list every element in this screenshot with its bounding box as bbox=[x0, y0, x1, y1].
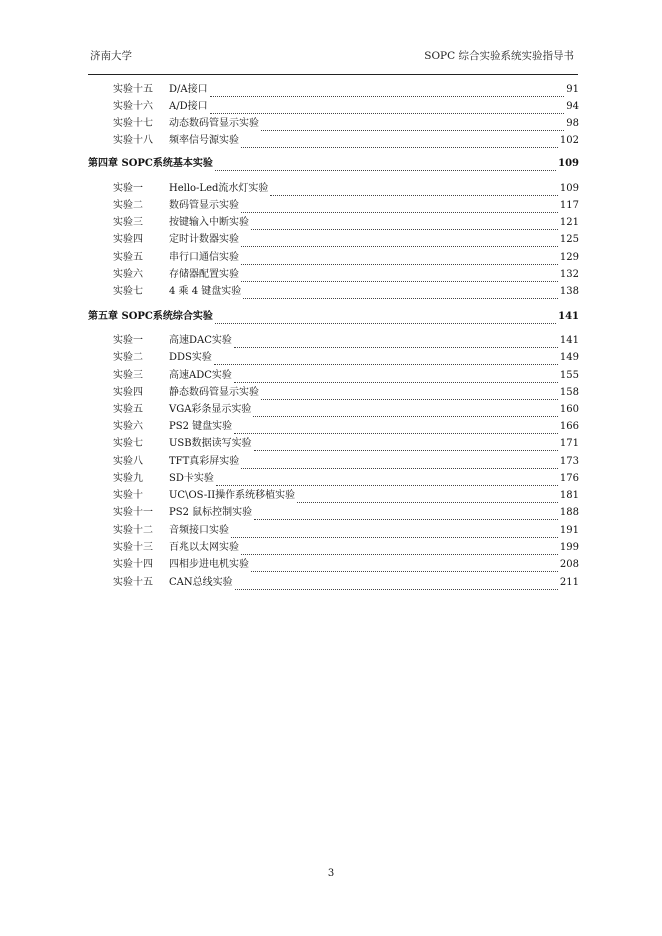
toc-page-number: 102 bbox=[559, 135, 579, 146]
dot-leader bbox=[215, 162, 556, 171]
toc-entry-title: 高速ADC实验 bbox=[169, 370, 232, 381]
toc-page-number: 155 bbox=[559, 370, 579, 381]
toc-entry-title: PS2 鼠标控制实验 bbox=[169, 507, 253, 518]
toc-entry-row[interactable] bbox=[113, 506, 579, 520]
dot-leader bbox=[253, 408, 557, 417]
toc-entry-row[interactable] bbox=[113, 134, 579, 148]
toc-entry-row[interactable] bbox=[113, 369, 579, 383]
toc-page-number: 125 bbox=[559, 234, 579, 245]
toc-entry-number: 实验十七 bbox=[113, 118, 153, 129]
toc-chapter-title: 第五章 SOPC系统综合实验 bbox=[88, 311, 213, 322]
toc-entry-row[interactable] bbox=[113, 334, 579, 348]
toc-entry-number: 实验十八 bbox=[113, 135, 153, 146]
toc-page-number: 141 bbox=[559, 335, 579, 346]
dot-leader bbox=[234, 339, 558, 348]
dot-leader bbox=[215, 315, 556, 324]
toc-page-number: 199 bbox=[559, 542, 579, 553]
toc-entry-title: 频率信号源实验 bbox=[169, 135, 239, 146]
toc-entry-number: 实验五 bbox=[113, 252, 143, 263]
toc-entry-title: TFT真彩屏实验 bbox=[169, 456, 240, 467]
dot-leader bbox=[231, 529, 558, 538]
toc-entry-row[interactable] bbox=[113, 351, 579, 365]
toc-entry-row[interactable] bbox=[113, 403, 579, 417]
toc-entry-number: 实验二 bbox=[113, 352, 143, 363]
toc-entry-number: 实验三 bbox=[113, 370, 143, 381]
toc-page-number: 109 bbox=[559, 183, 579, 194]
toc-entry-number: 实验十一 bbox=[113, 507, 153, 518]
toc-entry-number: 实验九 bbox=[113, 473, 143, 484]
dot-leader bbox=[241, 139, 558, 148]
toc-entry-title: USB数据读写实验 bbox=[169, 438, 252, 449]
toc-entry-row[interactable] bbox=[113, 216, 579, 230]
toc-entry-title: 4 乘 4 键盘实验 bbox=[169, 286, 242, 297]
toc-chapter-row[interactable] bbox=[88, 157, 579, 171]
toc-page-number: 188 bbox=[559, 507, 579, 518]
toc-entry-number: 实验五 bbox=[113, 404, 143, 415]
dot-leader bbox=[214, 356, 558, 365]
toc-page-number: 149 bbox=[559, 352, 579, 363]
toc-entry-row[interactable] bbox=[113, 251, 579, 265]
toc-page-number: 129 bbox=[559, 252, 579, 263]
toc-entry-title: 串行口通信实验 bbox=[169, 252, 239, 263]
toc-entry-number: 实验六 bbox=[113, 269, 143, 280]
page-header bbox=[88, 44, 578, 64]
toc-page-number: 173 bbox=[559, 456, 579, 467]
toc-entry-row[interactable] bbox=[113, 83, 579, 97]
dot-leader bbox=[241, 546, 558, 555]
toc-entry-number: 实验十三 bbox=[113, 542, 153, 553]
toc-entry-title: PS2 键盘实验 bbox=[169, 421, 233, 432]
toc-page-number: 181 bbox=[559, 490, 579, 501]
dot-leader bbox=[241, 238, 558, 247]
toc-entry-number: 实验十四 bbox=[113, 559, 153, 570]
toc-page-number: 166 bbox=[559, 421, 579, 432]
toc-entry-title: Hello-Led流水灯实验 bbox=[169, 183, 269, 194]
dot-leader bbox=[251, 221, 558, 230]
toc-entry-title: D/A接口 bbox=[169, 84, 208, 95]
toc-page-number: 109 bbox=[558, 158, 579, 169]
dot-leader bbox=[261, 391, 558, 400]
dot-leader bbox=[241, 204, 558, 213]
toc-entry-number: 实验十二 bbox=[113, 525, 153, 536]
toc-page-number: 117 bbox=[559, 200, 579, 211]
toc-entry-title: 四相步进电机实验 bbox=[169, 559, 249, 570]
toc-entry-title: 静态数码管显示实验 bbox=[169, 387, 259, 398]
toc-page-number: 132 bbox=[559, 269, 579, 280]
toc-page-number: 121 bbox=[559, 217, 579, 228]
toc-entry-title: DDS实验 bbox=[169, 352, 212, 363]
toc-entry-number: 实验七 bbox=[113, 286, 143, 297]
toc-entry-title: CAN总线实验 bbox=[169, 577, 233, 588]
toc-entry-title: 存储器配置实验 bbox=[169, 269, 239, 280]
toc-entry-row[interactable] bbox=[113, 268, 579, 282]
toc-entry-title: SD卡实验 bbox=[169, 473, 214, 484]
toc-entry-row[interactable] bbox=[113, 117, 579, 131]
toc-entry-number: 实验二 bbox=[113, 200, 143, 211]
dot-leader bbox=[234, 425, 558, 434]
dot-leader bbox=[254, 442, 558, 451]
toc-chapter-row[interactable] bbox=[88, 310, 579, 324]
toc-page-number: 211 bbox=[559, 577, 579, 588]
toc-entry-title: 百兆以太网实验 bbox=[169, 542, 239, 553]
header-university: 济南大学 bbox=[90, 50, 132, 62]
toc-entry-title: 按键输入中断实验 bbox=[169, 217, 249, 228]
toc-entry-title: A/D接口 bbox=[169, 101, 208, 112]
toc-entry-row[interactable] bbox=[113, 199, 579, 213]
toc-page-number: 176 bbox=[559, 473, 579, 484]
toc-chapter-title: 第四章 SOPC系统基本实验 bbox=[88, 158, 213, 169]
toc-entry-row[interactable] bbox=[113, 233, 579, 247]
toc-page-number: 171 bbox=[559, 438, 579, 449]
toc-entry-row[interactable] bbox=[113, 100, 579, 114]
toc-entry-number: 实验十六 bbox=[113, 101, 153, 112]
toc-entry-number: 实验八 bbox=[113, 456, 143, 467]
page-number: 3 bbox=[327, 868, 335, 879]
dot-leader bbox=[216, 477, 558, 486]
dot-leader bbox=[210, 105, 565, 114]
dot-leader bbox=[210, 88, 565, 97]
toc-page-number: 160 bbox=[559, 404, 579, 415]
toc-page-number: 138 bbox=[559, 286, 579, 297]
toc-entry-number: 实验六 bbox=[113, 421, 143, 432]
dot-leader bbox=[241, 256, 558, 265]
toc-entry-row[interactable] bbox=[113, 558, 579, 572]
header-book-title: SOPC 综合实验系统实验指导书 bbox=[424, 50, 574, 62]
dot-leader bbox=[254, 511, 558, 520]
toc-entry-title: UC\OS-II操作系统移植实验 bbox=[169, 490, 296, 501]
toc-entry-row[interactable] bbox=[113, 437, 579, 451]
toc-entry-number: 实验一 bbox=[113, 183, 143, 194]
toc-entry-title: 定时计数器实验 bbox=[169, 234, 239, 245]
dot-leader bbox=[241, 460, 558, 469]
toc-entry-row[interactable] bbox=[113, 472, 579, 486]
toc-entry-row[interactable] bbox=[113, 455, 579, 469]
toc-entry-row[interactable] bbox=[113, 420, 579, 434]
dot-leader bbox=[243, 290, 558, 299]
toc-entry-number: 实验四 bbox=[113, 387, 143, 398]
toc-entry-row[interactable] bbox=[113, 285, 579, 299]
toc-entry-row[interactable] bbox=[113, 541, 579, 555]
header-rule bbox=[88, 74, 578, 75]
toc-entry-row[interactable] bbox=[113, 524, 579, 538]
toc-entry-number: 实验十五 bbox=[113, 577, 153, 588]
toc-entry-row[interactable] bbox=[113, 576, 579, 590]
toc-page-number: 94 bbox=[566, 101, 579, 112]
dot-leader bbox=[251, 563, 558, 572]
toc-page-number: 98 bbox=[566, 118, 579, 129]
toc-page-number: 91 bbox=[566, 84, 579, 95]
toc-entry-number: 实验十 bbox=[113, 490, 143, 501]
dot-leader bbox=[241, 273, 558, 282]
dot-leader bbox=[235, 581, 558, 590]
toc-entry-row[interactable] bbox=[113, 489, 579, 503]
toc-entry-number: 实验七 bbox=[113, 438, 143, 449]
dot-leader bbox=[261, 122, 564, 131]
toc-entry-number: 实验十五 bbox=[113, 84, 153, 95]
dot-leader bbox=[297, 494, 558, 503]
toc-entry-title: 音频接口实验 bbox=[169, 525, 229, 536]
toc-entry-number: 实验三 bbox=[113, 217, 143, 228]
toc-page-number: 158 bbox=[559, 387, 579, 398]
toc-entry-title: 高速DAC实验 bbox=[169, 335, 232, 346]
dot-leader bbox=[234, 374, 558, 383]
toc-entry-title: 数码管显示实验 bbox=[169, 200, 239, 211]
toc-entry-number: 实验四 bbox=[113, 234, 143, 245]
toc-entry-title: VGA彩条显示实验 bbox=[169, 404, 252, 415]
toc-entry-number: 实验一 bbox=[113, 335, 143, 346]
toc-entry-row[interactable] bbox=[113, 386, 579, 400]
toc-entry-title: 动态数码管显示实验 bbox=[169, 118, 259, 129]
toc-page-number: 141 bbox=[558, 311, 579, 322]
toc-page-number: 191 bbox=[559, 525, 579, 536]
toc-page-number: 208 bbox=[559, 559, 579, 570]
dot-leader bbox=[270, 187, 558, 196]
toc-entry-row[interactable] bbox=[113, 182, 579, 196]
